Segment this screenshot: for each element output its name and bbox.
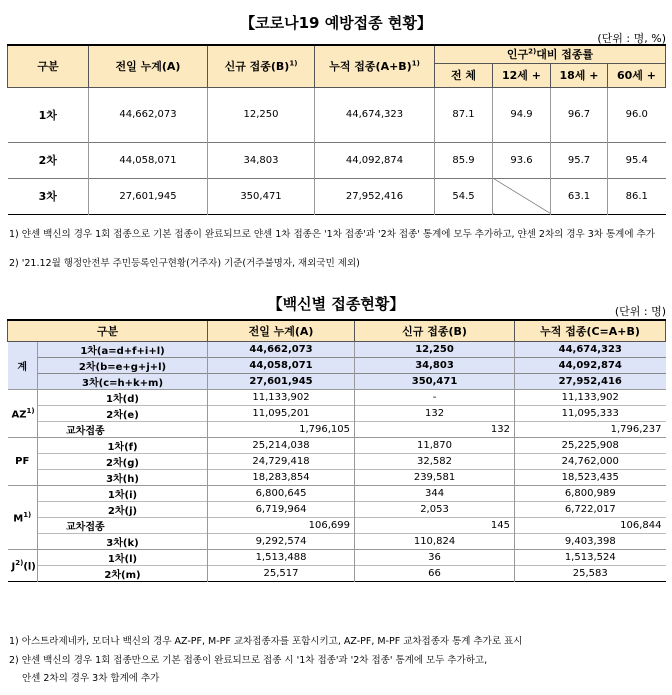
row-label: 1차 [8,87,89,142]
table-row [8,358,666,374]
cell-prev: 27,601,945 [208,374,355,390]
table-row [8,534,666,550]
cell-age12: 94.9 [493,87,551,142]
cell-prev: 44,058,071 [208,358,355,374]
footnote-1: 1) 얀센 백신의 경우 1회 접종으로 기본 접종이 완료되므로 얀센 1차 접종은 '1차 접종'과 '2차 접종' 통계에 모두 추가하고, 얀센 2차의 경우 3차 통계에 추가 [9,229,655,240]
row-label: 3차 [8,178,89,214]
table-row [8,142,666,178]
row-label: 2차 [8,142,89,178]
header-prev-total: 전일 누계(A) [208,320,355,342]
cell-age12: 93.6 [493,142,551,178]
table-row [8,486,666,502]
row-label: 2차(g) [38,454,208,470]
row-label: 1차(a=d+f+i+l) [38,342,208,358]
cell-new: 350,471 [355,374,515,390]
row-label-cross: 교차접종 [38,422,208,438]
cell-cum: 106,844 [515,518,666,534]
row-label: 2차(j) [38,502,208,518]
header-category: 구분 [8,320,208,342]
cell-cum: 25,583 [515,566,666,582]
table-row [8,550,666,566]
cell-new: 145 [355,518,515,534]
cell-new: - [355,390,515,406]
cell-age60: 86.1 [608,178,666,214]
footnote-2: 2) '21.12월 행정안전부 주민등록인구현황(거주자) 기준(거주불명자, 재외국민 제외) [9,258,360,269]
table-row [8,470,666,486]
cell-prev: 11,095,201 [208,406,355,422]
section2-unit: (단위 : 명) [614,305,666,318]
cell-cum: 11,133,902 [515,390,666,406]
cell-new: 34,803 [208,142,315,178]
cell-age60: 96.0 [608,87,666,142]
row-label: 1차(i) [38,486,208,502]
row-label: 3차(k) [38,534,208,550]
cell-prev: 27,601,945 [89,178,208,214]
cell-cum: 27,952,416 [515,374,666,390]
table-row [8,390,666,406]
cell-cum: 9,403,398 [515,534,666,550]
header-age60: 60세 + [608,63,666,87]
row-label: 1차(l) [38,550,208,566]
cell-total: 54.5 [435,178,493,214]
cell-cum: 44,674,323 [315,87,435,142]
cell-prev: 18,283,854 [208,470,355,486]
cell-prev: 24,729,418 [208,454,355,470]
table-row [8,406,666,422]
header-cumulative: 누적 접종$(A+B)^{1)}$ [315,45,435,87]
cell-cum: 1,513,524 [515,550,666,566]
group-label-total: 계 [8,342,38,390]
cell-total: 87.1 [435,87,493,142]
table-row [8,518,666,534]
cell-new: 350,471 [208,178,315,214]
cell-new: 110,824 [355,534,515,550]
cell-new: 132 [355,422,515,438]
cell-new: 32,582 [355,454,515,470]
table-row [8,566,666,582]
cell-prev: 25,517 [208,566,355,582]
group-label-az: AZ$^{1)}$ [8,390,38,438]
cell-prev: 9,292,574 [208,534,355,550]
table-row [8,502,666,518]
group-label-j: $J^{2)}(l)$ [8,550,38,582]
cell-new: 34,803 [355,358,515,374]
section1-unit: (단위 : 명, %) [597,32,666,45]
row-label: 1차(f) [38,438,208,454]
cell-total: 85.9 [435,142,493,178]
cell-prev: 44,662,073 [208,342,355,358]
table-row [8,422,666,438]
footnote-5: 안센 2차의 경우 3차 합계에 추가 [22,673,160,684]
table-row [8,178,666,214]
cell-cum: 44,092,874 [315,142,435,178]
vaccine-type-table [7,319,666,582]
row-label: 2차(e) [38,406,208,422]
section2-title: 【백신별 접종현황】 [267,295,405,313]
cell-prev: 1,513,488 [208,550,355,566]
cell-new: 132 [355,406,515,422]
cell-age18: 95.7 [551,142,608,178]
cell-prev: 1,796,105 [208,422,355,438]
cell-cum: 44,092,874 [515,358,666,374]
row-label: 2차(b=e+g+j+l) [38,358,208,374]
cell-new: 344 [355,486,515,502]
cell-age12-empty [493,178,551,214]
cell-new: 12,250 [208,87,315,142]
cell-prev: 44,058,071 [89,142,208,178]
header-prev-total: 전일 누계(A) [89,45,208,87]
table-row [8,454,666,470]
header-age18: 18세 + [551,63,608,87]
cell-new: 2,053 [355,502,515,518]
group-label-pf: PF [8,438,38,486]
table-row [8,342,666,358]
cell-prev: 6,719,964 [208,502,355,518]
cell-prev: 25,214,038 [208,438,355,454]
header-cumulative: 누적 접종(C=A+B) [515,320,666,342]
cell-cum: 25,225,908 [515,438,666,454]
cell-prev: 6,800,645 [208,486,355,502]
cell-prev: 11,133,902 [208,390,355,406]
table-row [8,87,666,142]
cell-cum: 24,762,000 [515,454,666,470]
row-label: 2차(m) [38,566,208,582]
cell-cum: 18,523,435 [515,470,666,486]
header-new: 신규 접종(B) [355,320,515,342]
cell-age60: 95.4 [608,142,666,178]
cell-prev: 44,662,073 [89,87,208,142]
cell-cum: 6,800,989 [515,486,666,502]
cell-cum: 1,796,237 [515,422,666,438]
row-label: 3차(h) [38,470,208,486]
footnote-3: 1) 아스트라제네카, 모더나 백신의 경우 AZ-PF, M-PF 교차접종자를 포함시키고, AZ-PF, M-PF 교차접종자 통계 추가로 표시 [9,636,523,647]
section1-title: 【코로나19 예방접종 현황】 [240,14,432,32]
header-new: 신규 접종$(B)^{1)}$ [208,45,315,87]
header-population-ratio: 인구$^{2)}$대비 접종률 [435,45,666,63]
group-label-m: $M^{1)}$ [8,486,38,550]
cell-new: 12,250 [355,342,515,358]
cell-new: 11,870 [355,438,515,454]
header-category: 구분 [8,45,89,87]
cell-age18: 63.1 [551,178,608,214]
cell-cum: 44,674,323 [515,342,666,358]
cell-new: 36 [355,550,515,566]
header-age12: 12세 + [493,63,551,87]
cell-age18: 96.7 [551,87,608,142]
cell-prev: 106,699 [208,518,355,534]
table-row [8,438,666,454]
row-label: 3차(c=h+k+m) [38,374,208,390]
cell-cum: 6,722,017 [515,502,666,518]
footnote-4: 2) 얀센 백신의 경우 1회 접종만으로 기본 접종이 완료되므로 접종 시 '1차 접종'과 '2차 접종' 통계에 모두 추가하고, [9,655,488,666]
cell-new: 239,581 [355,470,515,486]
row-label-cross: 교차접종 [38,518,208,534]
vaccination-status-table [7,44,666,215]
cell-cum: 11,095,333 [515,406,666,422]
table-row [8,374,666,390]
cell-new: 66 [355,566,515,582]
row-label: 1차(d) [38,390,208,406]
cell-cum: 27,952,416 [315,178,435,214]
header-total: 전 체 [435,63,493,87]
